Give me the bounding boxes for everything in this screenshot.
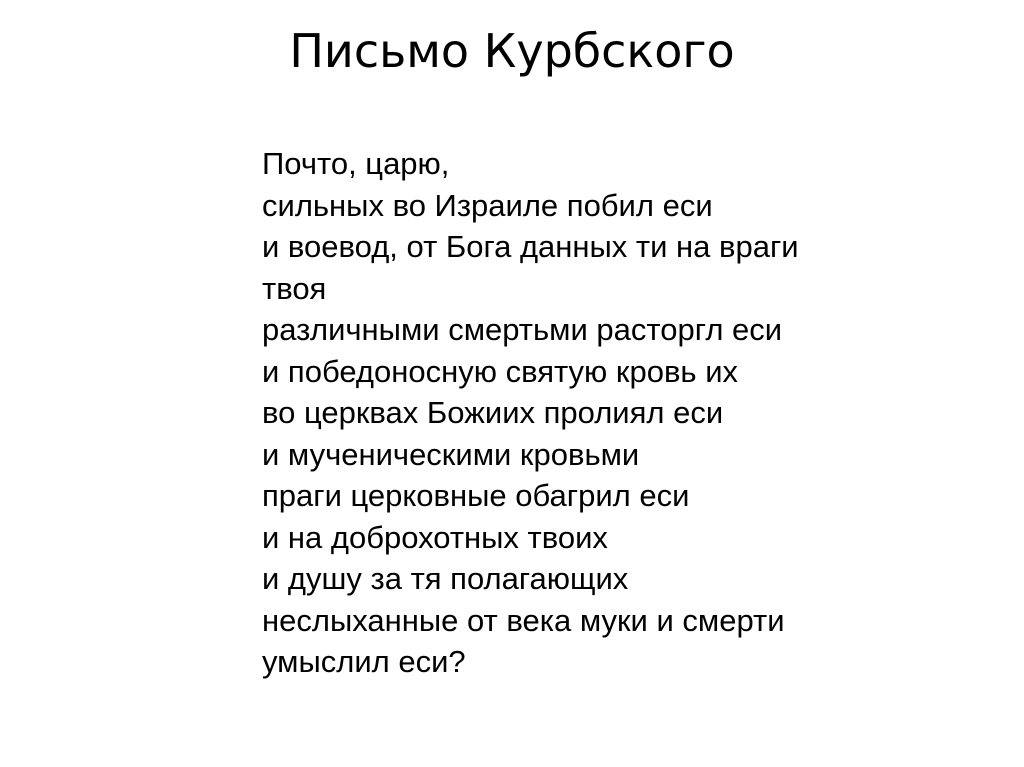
verse-line: неслыханные от века муки и смерти bbox=[262, 602, 785, 638]
verse-line: умыслил еси? bbox=[262, 644, 466, 679]
verse-line: сильных во Израиле побил еси bbox=[262, 187, 713, 223]
verse-line: и воевод, от Бога данных ти на враги bbox=[262, 229, 799, 264]
verse-line: и мученическими кровьми bbox=[262, 436, 640, 472]
slide-title: Письмо Курбского bbox=[289, 24, 735, 78]
verse-text bbox=[262, 143, 982, 683]
verse-line: праги церковные обагрил еси bbox=[262, 478, 690, 513]
verse-line: и душу за тя полагающих bbox=[262, 561, 629, 596]
verse-line: Почто, царю, bbox=[262, 146, 450, 181]
verse-line: и победоносную святую кровь их bbox=[262, 353, 739, 389]
verse-line: различными смертьми расторгл еси bbox=[262, 312, 783, 347]
verse-line: во церквах Божиих пролиял еси bbox=[262, 395, 724, 430]
verse-line: и на доброхотных твоих bbox=[262, 519, 608, 555]
verse-line: твоя bbox=[262, 270, 327, 306]
